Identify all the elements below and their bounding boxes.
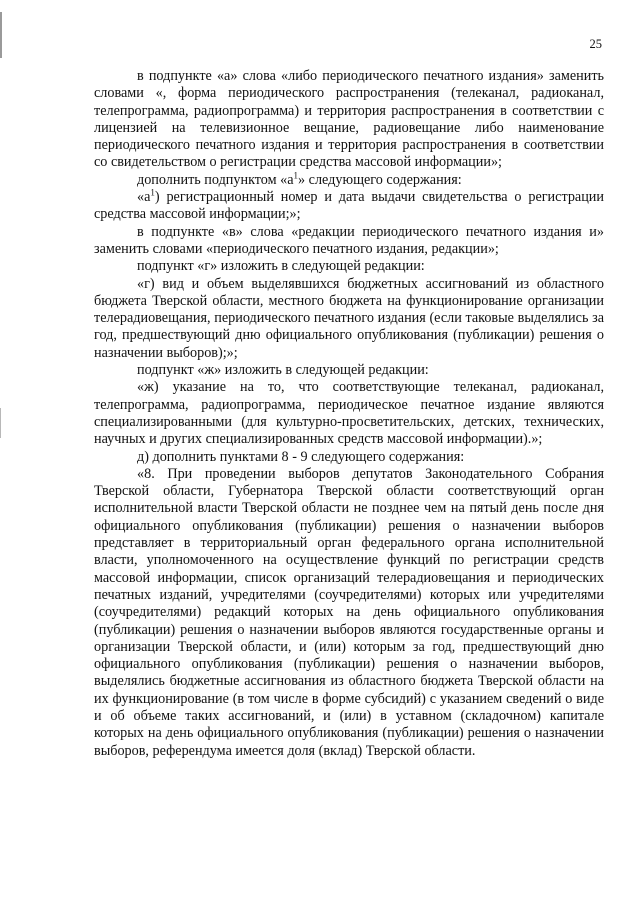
- paragraph: [94, 172, 604, 189]
- paragraph-text: ) регистрационный номер и дата выдачи свидетельства о регистрации средства массовой информации;»;: [94, 189, 604, 223]
- paragraph-text: «а: [137, 189, 151, 206]
- paragraph: в подпункте «а» слова «либо периодического печатного издания» заменить словами «, форма периодического распространения (телеканал, радиоканал, телепрограмма, радиопрограмма) и территория распространения в соответствии с лицензией на телевизионное вещание, радиовещание либо наименование периодического печатного издания и территория распространения в соответствии со свидетельством о регистрации средства массовой информации»;: [94, 68, 604, 171]
- paragraph-text: » следующего содержания:: [298, 171, 462, 188]
- paragraph: [94, 189, 604, 224]
- superscript: 1: [293, 170, 299, 181]
- paragraph: в подпункте «в» слова «редакции периодического печатного издания и» заменить словами «периодического печатного издания, редакции»;: [94, 223, 604, 257]
- document-body: [94, 68, 604, 760]
- paragraph: «ж) указание на то, что соответствующие телеканал, радиоканал, телепрограмма, радиопрограмма, периодическое печатное издание являются специализированными (для культурно-просветительских, детских, технических, научных и других специализированных средств массовой информации).»;: [94, 379, 604, 448]
- superscript: 1: [150, 187, 155, 198]
- paragraph: д) дополнить пунктами 8 - 9 следующего содержания:: [137, 448, 465, 465]
- scan-edge-mark: [0, 12, 2, 58]
- paragraph: «8. При проведении выборов депутатов Законодательного Собрания Тверской области, Губернатора Тверской области соответствующий орган исполнительной власти Тверской области не позднее чем на пятый день после дня официального опубликования (публикации) решения о назначении выборов представляет в территориальный орган федерального органа исполнительной власти, уполномоченного на осуществление функций по регистрации средств массовой информации, список организаций телерадиовещания и периодических печатных изданий, учредителями (соучредителями) которых или учредителями (соучредителями) редакций которых на день официального опубликования (публикации) решения о назначении выборов являются государственные органы и организации Тверской области, и (или) которым за год, предшествующий дню официального опубликования (публикации) решения о назначении выборов, выделялись бюджетные ассигнования из областного бюджета Тверской области на их функционирование (в том числе в форме субсидий) с указанием сведений о виде и об объеме таких ассигнований, и (или) в уставном (складочном) капитале которых на день официального опубликования (публикации) решения о назначении выборов, референдума имеется доля (вклад) Тверской области.: [94, 465, 604, 759]
- paragraph-text: дополнить подпунктом «а: [137, 171, 294, 188]
- paragraph: подпункт «ж» изложить в следующей редакции:: [137, 362, 429, 379]
- page-number: 25: [589, 37, 602, 51]
- paragraph: «г) вид и объем выделявшихся бюджетных ассигнований из областного бюджета Тверской области, местного бюджета на функционирование организации телерадиовещания, периодического печатного издания (если таковые выделялись за год, предшествующий дню официального опубликования (публикации) решения о назначении выборов);»;: [94, 275, 604, 361]
- scan-edge-mark: [0, 408, 1, 438]
- paragraph: подпункт «г» изложить в следующей редакции:: [137, 258, 425, 275]
